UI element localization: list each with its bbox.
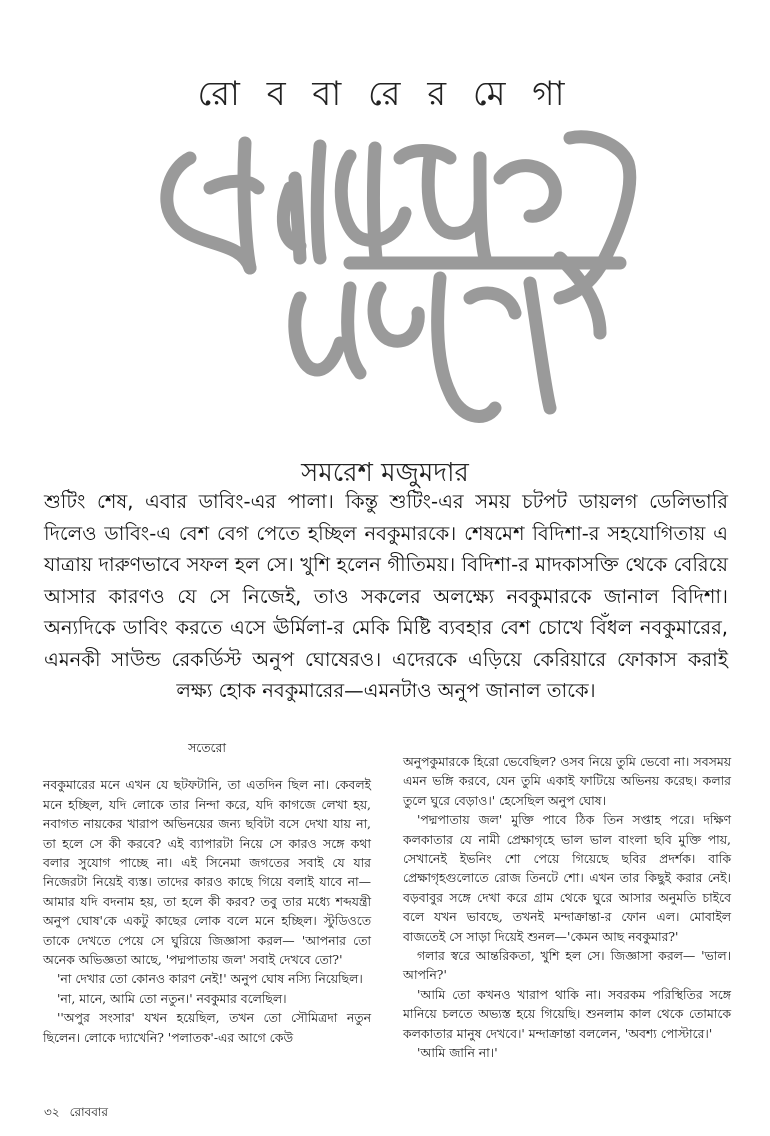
page-number: ৩২ bbox=[44, 1105, 60, 1119]
title-calligraphy-art bbox=[150, 118, 650, 438]
footer-magazine-name: রোববার bbox=[69, 1105, 108, 1119]
story-paragraph: 'না, মানে, আমি তো নতুন।' নবকুমার বলেছিল। bbox=[57, 990, 287, 1006]
title-calligraphy bbox=[150, 118, 650, 438]
story-paragraph: 'পদ্মপাতায় জল' মুক্তি পাবে ঠিক তিন সপ্তাহ পরে। দক্ষিণ কলকাতার যে নামী প্রেক্ষাগৃহে ভাল ভাল বাংলা ছবি মুক্তি পায়, সেখানেই ইভনিং শো পেয়ে গিয়েছে ছবির প্রদর্শক। বাকি প্রেক্ষাগৃহগুলোতে রোজ তিনটে শো। এখন তার কিছুই করার নেই। বড়বাবুর সঙ্গে দেখা করে গ্রাম থেকে ঘুরে আসার অনুমতি চাইবে বলে যখন ভাবছে, তখনই মন্দাক্রান্তা-র ফোন এল। মোবাইল বাজতেই সে সাড়া দিয়েই শুনল—'কেমন আছ নবকুমার?' bbox=[403, 812, 731, 944]
page-footer bbox=[44, 1104, 118, 1124]
chapter-heading: সতেরো bbox=[188, 740, 226, 755]
story-paragraph: গলার স্বরে আন্তরিকতা, খুশি হল সে। জিজ্ঞাসা করল— 'ভাল। আপনি?' bbox=[403, 948, 731, 983]
story-paragraph: 'আমি তো কখনও খারাপ থাকি না। সবরকম পরিস্থিতির সঙ্গে মানিয়ে চলতে অভ্যস্ত হয়ে গিয়েছি। শুনলাম কাল থেকে তোমাকে কলকাতার মানুষ দেখবে।' মন্দাক্রান্তা বললেন, 'অবশ্য পোস্টারে।' bbox=[403, 986, 731, 1041]
story-column-right bbox=[403, 752, 731, 1063]
magazine-kicker: রো ব বা রে র মে গা bbox=[197, 74, 573, 114]
story-paragraph: নবকুমারের মনে এখন যে ছটফটানি, তা এতদিন ছিল না। কেবলই মনে হচ্ছিল, যদি লোকে তার নিন্দা করে, যদি কাগজে লেখা হয়, নবাগত নায়কের খারাপ অভিনয়ের জন্য ছবিটা বসে দেখা যায় না, তা হলে সে কী করবে? এই ব্যাপারটা নিয়ে সে কারও সঙ্গে কথা বলার সুযোগ পাচ্ছে না। এই সিনেমা জগতের সবাই যে যার নিজেরটা নিয়েই ব্যস্ত। তাদের কারও কাছে গিয়ে বলাই যাবে না—আমার যদি বদনাম হয়, তা হলে কী করব? তবু তার মধ্যে শব্দযন্ত্রী অনুপ ঘোষ'কে একটু কাছের লোক বলে মনে হচ্ছিল। স্টুডিওতে তাকে দেখতে পেয়ে সে ঘুরিয়ে জিজ্ঞাসা করল— 'আপনার তো অনেক অভিজ্ঞতা আছে, 'পদ্মপাতায় জল' সবাই দেখবে তো?' bbox=[43, 777, 371, 968]
story-paragraph: 'আমি জানি না।' bbox=[417, 1045, 498, 1061]
author-name: সমরেশ মজুমদার bbox=[301, 458, 469, 488]
story-paragraph: অনুপকুমারকে হিরো ভেবেছিল? ওসব নিয়ে তুমি ভেবো না। সবসময় এমন ভঙ্গি করবে, যেন তুমি একাই ফাটিয়ে অভিনয় করেছ। কলার তুলে ঘুরে বেড়াও।' হেসেছিল অনুপ ঘোষ। bbox=[403, 754, 731, 808]
story-column-left bbox=[43, 738, 371, 1047]
story-paragraph: 'না দেখার তো কোনও কারণ নেই!' অনুপ ঘোষ নস্যি নিয়েছিল। bbox=[57, 971, 363, 987]
story-paragraph: ''অপুর সংসার' যখন হয়েছিল, তখন তো সৌমিত্রদা নতুন ছিলেন। লোকে দ্যাখেনি? 'পলাতক'-এর আগে কেউ bbox=[43, 1010, 371, 1045]
intro-paragraph: শুটিং শেষ, এবার ডাবিং-এর পালা। কিন্তু শুটিং-এর সময় চটপট ডায়লগ ডেলিভারি দিলেও ডাবিং-এ বেশ বেগ পেতে হচ্ছিল নবকুমারকে। শেষমেশ বিদিশা-র সহযোগিতায় এ যাত্রায় দারুণভাবে সফল হল সে। খুশি হলেন গীতিময়। বিদিশা-র মাদকাসক্তি থেকে বেরিয়ে আসার কারণও যে সে নিজেই, তাও সকলের অলক্ষ্যে নবকুমারকে জানাল বিদিশা। অন্যদিকে ডাবিং করতে এসে ঊর্মিলা-র মেকি মিষ্টি ব্যবহার বেশ চোখে বিঁধল নবকুমারের, এমনকী সাউন্ড রেকর্ডিস্ট অনুপ ঘোষেরও। এদেরকে এড়িয়ে কেরিয়ারে ফোকাস করাই লক্ষ্য হোক নবকুমারের—এমনটাও অনুপ জানাল তাকে। bbox=[44, 490, 728, 702]
